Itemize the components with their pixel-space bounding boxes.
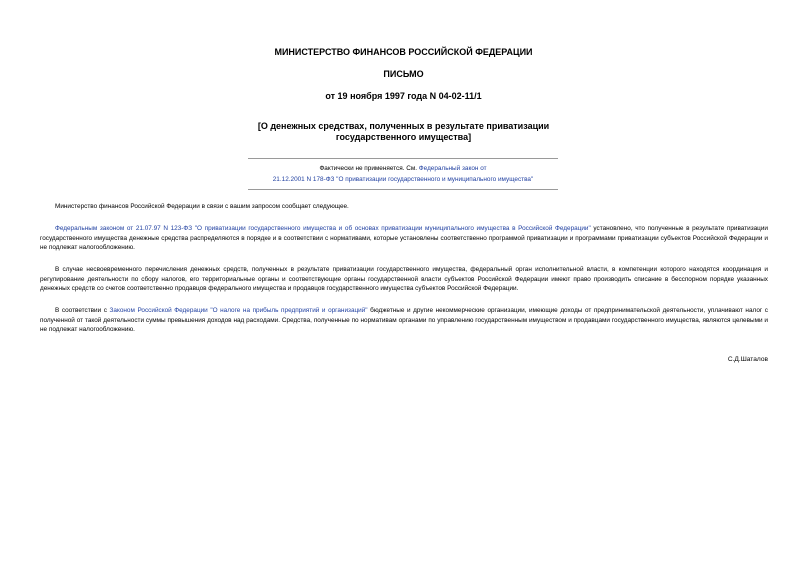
paragraph-1: Министерство финансов Российской Федерации в связи с вашим запросом сообщает следующее. [55, 203, 349, 210]
document-date-number: от 19 ноября 1997 года N 04-02-11/1 [325, 91, 482, 101]
ministry-heading: МИНИСТЕРСТВО ФИНАНСОВ РОССИЙСКОЙ ФЕДЕРАЦИИ [274, 47, 533, 57]
document-title-line-2: государственного имущества] [335, 132, 472, 142]
signature: С.Д.Шаталов [727, 356, 768, 363]
federal-law-link-part-1[interactable]: Федеральный закон от [418, 165, 487, 172]
notice-line-1 [248, 163, 558, 174]
paragraph-3: В случае несвоевременного перечисления денежных средств, полученных в результате приватизации государственного имущества, федеральный орган исполнительной власти, в компетенции которого находятся координация и регулирование деятельности по сбору налогов, его территориальные органы и соответствующие органы государственной власти субъектов Российской Федерации имеют право производить списание в бесспорном порядке указанных денежных средств со счетов соответственно продавцов федерального имущества и продавцов государственного имущества субъектов Российской Федерации. [40, 266, 768, 293]
paragraph-4-prefix: В соответствии с [55, 307, 110, 314]
paragraph-2-text: установлено, что полученные в результате приватизации государственного имущества денежные средства распределяются в порядке и в соответствии с нормативами, которые установлены соответственно программой приватизации и программами приватизации субъектов Российской Федерации и не подлежат налогообложению. [40, 225, 768, 252]
federal-law-123-link[interactable]: Федеральным законом от 21.07.97 N 123-ФЗ "О приватизации государственного имущества и об основах приватизации муниципального имущества в Российской Федерации" [55, 225, 591, 232]
paragraph-4-text: бюджетные и другие некоммерческие организации, имеющие доходы от предпринимательской деятельности, уплачивают налог с полученной от такой деятельности суммы превышения доходов над расходами. Средства, полученные по нормативам органами по управлению государственным имуществом и продавцами государственного имущества, являются целевыми и не подлежат налогообложению. [40, 307, 768, 334]
document-title [0, 121, 807, 143]
federal-law-link-part-2[interactable]: 21.12.2001 N 178-ФЗ "О приватизации государственного и муниципального имущества" [272, 176, 534, 183]
applicability-notice [248, 158, 558, 190]
profit-tax-law-link[interactable]: Законом Российской Федерации "О налоге на прибыль предприятий и организаций" [109, 307, 368, 314]
notice-prefix: Фактически не применяется. См. [319, 165, 419, 172]
paragraph-2 [40, 224, 768, 253]
document-type: ПИСЬМО [383, 69, 424, 79]
paragraph-4 [40, 306, 768, 335]
document-title-line-1: [О денежных средствах, полученных в результате приватизации [257, 121, 550, 131]
